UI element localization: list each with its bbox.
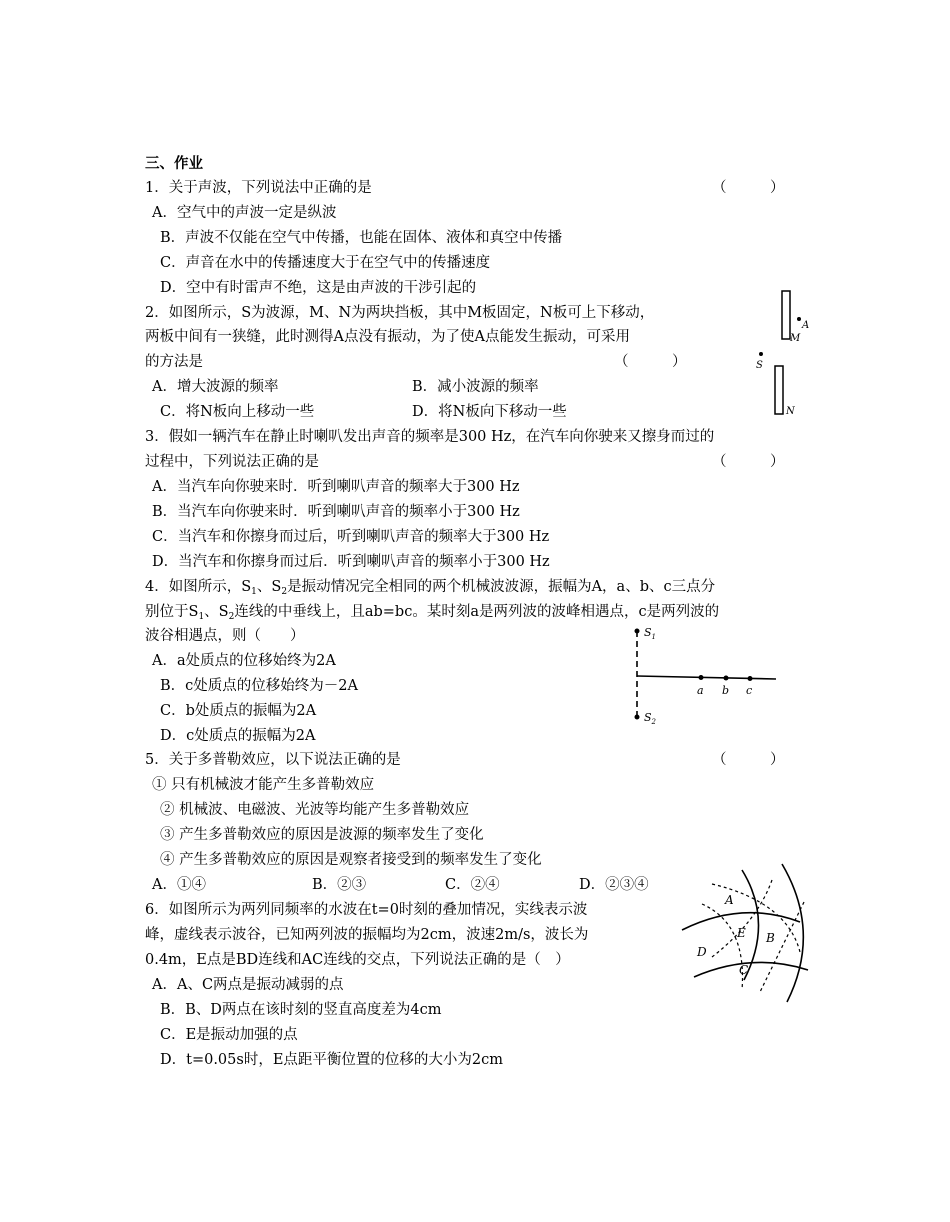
q3-stem-line1: 3．假如一辆汽车在静止时喇叭发出声音的频率是300 Hz，在汽车向你驶来又擦身而过的 [145, 429, 715, 445]
q3-stem-line2: 过程中，下列说法正确的是 [145, 454, 319, 470]
q5-statement-1: ① 只有机械波才能产生多普勒效应 [152, 777, 375, 793]
trough-arc-3 [712, 880, 772, 957]
trough-arc-2 [702, 904, 743, 990]
q5-stem: 5．关于多普勒效应，以下说法正确的是 [145, 752, 401, 768]
q2-option-a: A．增大波源的频率 [152, 379, 279, 395]
q1-stem: 1．关于声波，下列说法中正确的是 [145, 180, 372, 196]
label-a: A [725, 893, 734, 907]
q5-statement-4: ④ 产生多普勒效应的原因是观察者接受到的频率发生了变化 [160, 852, 542, 868]
label-m: M [790, 333, 801, 344]
q6-option-b: B．B、D两点在该时刻的竖直高度差为4cm [160, 1002, 442, 1018]
point-b-dot [724, 676, 729, 681]
q6-stem-line2: 峰，虚线表示波谷，已知两列波的振幅均为2cm，波速2m/s，波长为 [145, 927, 589, 943]
q6-option-c: C．E是振动加强的点 [160, 1027, 298, 1043]
q3-option-d: D．当汽车和你擦身而过后．听到喇叭声音的频率小于300 Hz [152, 554, 550, 570]
source-s-dot [759, 352, 763, 356]
q1-option-a: A．空气中的声波一定是纵波 [152, 205, 337, 221]
section-title: 三、作业 [145, 155, 203, 172]
q4-option-b: B．c处质点的位移始终为－2A [160, 678, 358, 694]
q2-option-c: C．将N板向上移动一些 [160, 404, 315, 420]
q5-statement-2: ② 机械波、电磁波、光波等均能产生多普勒效应 [160, 802, 470, 818]
label-d: D [697, 945, 707, 959]
q5-statement-3: ③ 产生多普勒效应的原因是波源的频率发生了变化 [160, 827, 484, 843]
q2-answer-paren: （ ） [614, 354, 687, 370]
q3-option-b: B．当汽车向你驶来时．听到喇叭声音的频率小于300 Hz [152, 504, 520, 520]
source-s2-dot [635, 715, 640, 720]
point-a-dot [699, 675, 704, 680]
label-e: E [737, 926, 746, 940]
perpendicular-bisector [637, 676, 776, 679]
q6-option-d: D．t=0.05s时，E点距平衡位置的位移的大小为2cm [160, 1052, 504, 1068]
label-a: a [697, 684, 704, 697]
q6-stem-line1: 6．如图所示为两列同频率的水波在t=0时刻的叠加情况，实线表示波 [145, 902, 588, 918]
label-s1: $S_1$ [644, 626, 657, 641]
q2-option-d: D．将N板向下移动一些 [412, 404, 567, 420]
label-a: A [802, 320, 810, 331]
label-c: c [746, 684, 753, 697]
q1-option-d: D．空中有时雷声不绝，这是由声波的干涉引起的 [160, 280, 477, 296]
plate-m [782, 291, 790, 339]
q4-option-d: D．c处质点的振幅为2A [160, 728, 316, 744]
label-c: C [739, 963, 749, 977]
label-b: b [722, 684, 730, 697]
q6-figure [672, 862, 812, 1012]
q4-figure [628, 622, 798, 727]
q5-option-c: C．②④ [445, 877, 500, 893]
source-s1-dot [635, 629, 640, 634]
q6-option-a: A．A、C两点是振动减弱的点 [152, 977, 344, 993]
q4-stem-line2: 别位于$S_1$、$S_2$连线的中垂线上，且ab=bc。某时刻a是两列波的波峰相遇点，c是两列波的 [145, 604, 720, 622]
q2-stem-line2: 两板中间有一狭缝，此时测得A点没有振动，为了使A点能发生振动，可采用 [145, 329, 630, 345]
label-b: B [766, 931, 775, 945]
point-a-dot [797, 317, 801, 321]
q2-stem-line1: 2．如图所示，S为波源，M、N为两块挡板，其中M板固定，N板可上下移动， [145, 305, 655, 321]
q4-stem-line3: 波谷相遇点，则（ ） [145, 628, 305, 644]
q5-option-b: B．②③ [312, 877, 367, 893]
label-n: N [786, 406, 795, 417]
point-c-dot [748, 676, 753, 681]
plate-n [775, 366, 783, 414]
q3-answer-paren: （ ） [712, 454, 785, 470]
q1-option-c: C．声音在水中的传播速度大于在空气中的传播速度 [160, 255, 491, 271]
q4-stem-line1: 4．如图所示，$S_1$、$S_2$是振动情况完全相同的两个机械波波源，振幅为A，a、b、c三点分 [145, 579, 716, 597]
q3-option-a: A．当汽车向你驶来时．听到喇叭声音的频率大于300 Hz [152, 479, 520, 495]
q6-stem-line3: 0.4m，E点是BD连线和AC连线的交点，下列说法正确的是（ ） [145, 952, 570, 968]
label-s: S [756, 360, 763, 371]
q5-answer-paren: （ ） [712, 752, 785, 768]
q5-option-a: A．①④ [152, 877, 206, 893]
q5-option-d: D．②③④ [579, 877, 649, 893]
q1-option-b: B．声波不仅能在空气中传播，也能在固体、液体和真空中传播 [160, 230, 563, 246]
q2-figure [752, 288, 812, 418]
q3-option-c: C．当汽车和你擦身而过后，听到喇叭声音的频率大于300 Hz [152, 529, 550, 545]
q2-option-b: B．减小波源的频率 [412, 379, 539, 395]
q4-option-c: C．b处质点的振幅为2A [160, 703, 317, 719]
q2-stem-line3: 的方法是 [145, 354, 203, 370]
label-s2: $S_2$ [644, 711, 657, 726]
q1-answer-paren: （ ） [712, 180, 785, 196]
q4-option-a: A．a处质点的位移始终为2A [152, 653, 336, 669]
